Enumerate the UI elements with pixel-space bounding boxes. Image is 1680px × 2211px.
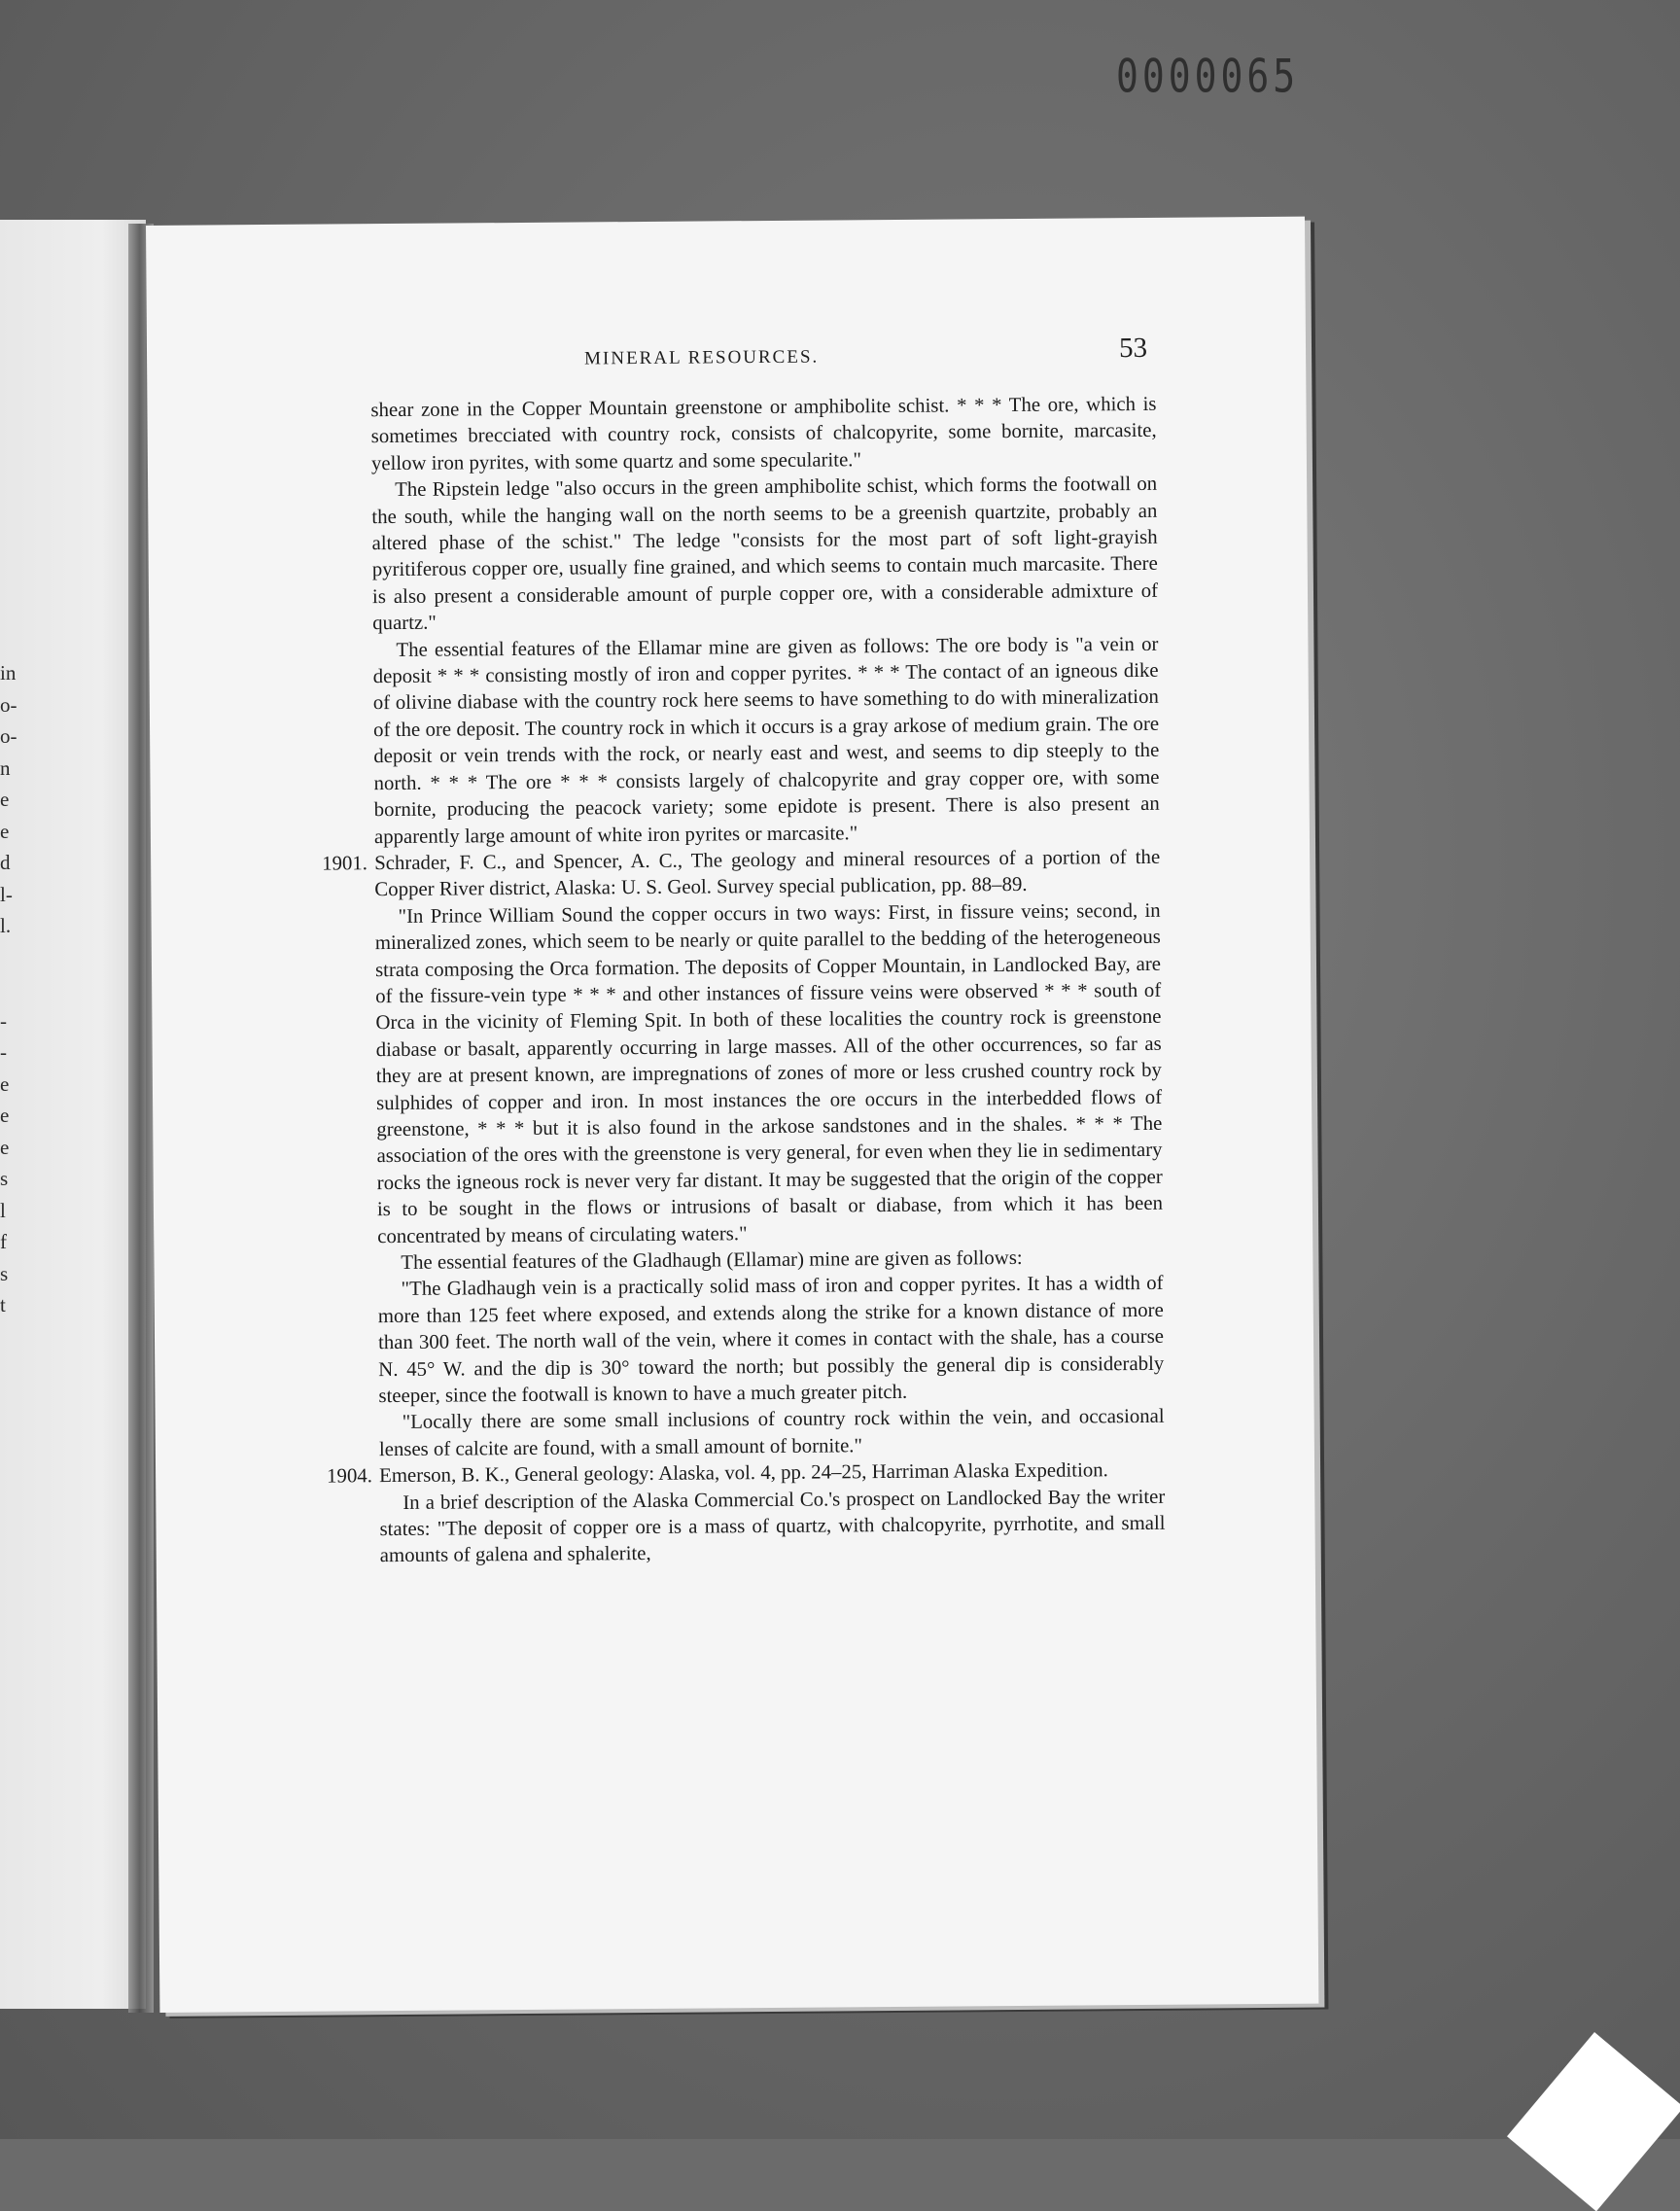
paragraph: "In Prince William Sound the copper occurs in two ways: First, in fissure veins; second, in mineralized zones, which seem to be nearly or quite parallel to the bedding of the heterogeneous strata composing the Orca formation. The deposits of Copper Mountain, in Landlocked Bay, are of the fissure-vein type * * * and other instances of fissure veins were observed * * * south of Orca in the vicinity of Fleming Spit. In both of these localities the country rock is greenstone diabase or basalt, apparently occurring in large masses. All of the other occurrences, so far as they are at present known, are impregnations of zones of more or less crushed country rock by sulphides of copper and iron. In most instances the ore occurs in the interbedded flows of greenstone, * * * but it is also found in the arkose sandstones and in the shales. * * * The association of the ores with the greenstone is very general, for even when they lie in sedimentary rocks the igneous rock is never very far distant. It may be suggested that the origin of the copper is to be sought in the flows or intrusions of basalt or diabase, from which it has been concentrated by means of circulating waters." bbox=[374, 898, 1164, 1247]
facing-page-fragment: d bbox=[0, 851, 11, 874]
facing-page-fragment: e bbox=[0, 788, 10, 811]
facing-page-fragment: e bbox=[0, 1071, 10, 1096]
book-page bbox=[146, 217, 1318, 2013]
reference-text: Schrader, F. C., and Spencer, A. C., The geology and mineral resources of a portion of the Copper River district, Alaska: U. S. Geol. Survey special publication, pp. 88–89. bbox=[374, 845, 1161, 901]
facing-page-fragment: - bbox=[0, 1040, 7, 1064]
facing-page-fragment: e bbox=[0, 1104, 10, 1127]
page-number: 53 bbox=[1118, 332, 1148, 365]
reference-year: 1904. bbox=[327, 1464, 372, 1488]
facing-page-fragment: e bbox=[0, 1135, 10, 1159]
reference-year: 1901. bbox=[322, 852, 368, 875]
paragraph: "Locally there are some small inclusions of country rock within the vein, and occasional lenses of calcite are found, with a small amount of bornite." bbox=[378, 1405, 1165, 1460]
page-body bbox=[322, 391, 1166, 1569]
running-head: MINERAL RESOURCES. bbox=[584, 346, 820, 369]
paragraph: In a brief description of the Alaska Commercial Co.'s prospect on Landlocked Bay the writer states: "The deposit of copper ore is a mass of quartz, with chalcopyrite, pyrrhotite, and small amounts of galena and sphalerite, bbox=[379, 1485, 1166, 1567]
facing-page-fragment: s bbox=[0, 1167, 9, 1190]
facing-page-fragment: - bbox=[0, 1008, 7, 1033]
facing-page-fragment: e bbox=[0, 819, 10, 843]
facing-page-fragment bbox=[0, 942, 19, 974]
facing-page-fragment: l- bbox=[0, 882, 13, 906]
facing-page-fragment: n bbox=[0, 755, 11, 780]
facing-page-fragment: s bbox=[0, 1261, 9, 1285]
facing-page-fragment: in bbox=[0, 661, 17, 684]
facing-page-fragment: l. bbox=[0, 914, 12, 937]
facing-page-fragment bbox=[0, 973, 19, 1005]
facing-page bbox=[0, 220, 146, 2009]
facing-page-fragment: f bbox=[0, 1230, 7, 1253]
document-id-stamp: 0000065 bbox=[1116, 49, 1300, 103]
paragraph: The essential features of the Ellamar mine are given as follows: The ore body is "a vein or deposit * * * consisting mostly of iron and copper pyrites. * * * The contact of an igneous dike of olivine diabase with the country rock here seems to have something to do with mineralization of the ore deposit. The country rock in which it occurs is a gray arkose of medium grain. The ore deposit or vein trends with the rock, or nearly east and west, and seems to dip steeply to the north. * * * The ore * * * consists largely of chalcopyrite and gray copper ore, with some bornite, producing the peacock variety; some epidote is present. There is also present an apparently large amount of white iron pyrites or marcasite." bbox=[372, 632, 1160, 848]
facing-page-text bbox=[0, 657, 19, 1321]
facing-page-fragment: o- bbox=[0, 692, 18, 717]
reference-text: Emerson, B. K., General geology: Alaska, vol. 4, pp. 24–25, Harriman Alaska Expedition. bbox=[379, 1458, 1108, 1488]
facing-page-fragment: l bbox=[0, 1198, 6, 1222]
reference-entry bbox=[322, 844, 1161, 903]
paragraph: The Ripstein ledge "also occurs in the green amphibolite schist, which forms the footwall on the south, while the hanging wall on the north seems to be a greenish quartzite, probably an altered phase of the schist." The ledge "consists for the most part of soft light-grayish pyritiferous copper ore, usually fine grained, and which seems to contain much marcasite. There is also present a considerable amount of purple copper ore, with a considerable admixture of quartz." bbox=[371, 473, 1159, 635]
paragraph: shear zone in the Copper Mountain greenstone or amphibolite schist. * * * The ore, which is sometimes brecciated with country rock, consists of chalcopyrite, some bornite, marcasite, yellow iron pyrites, with some quartz and some specularite." bbox=[370, 392, 1157, 474]
paragraph: The essential features of the Gladhaugh (Ellamar) mine are given as follows: bbox=[401, 1246, 1023, 1274]
paragraph: "The Gladhaugh vein is a practically solid mass of iron and copper pyrites. It has a width of more than 125 feet where exposed, and extends along the strike for a known distance of more than 300 feet. The north wall of the vein, where it comes in contact with the shale, has a course N. 45° W. and the dip is 30° toward the north; but possibly the general dip is considerably steeper, since the footwall is known to have a much greater pitch. bbox=[377, 1272, 1165, 1408]
facing-page-fragment: t bbox=[0, 1293, 6, 1316]
facing-page-fragment: o- bbox=[0, 724, 18, 748]
